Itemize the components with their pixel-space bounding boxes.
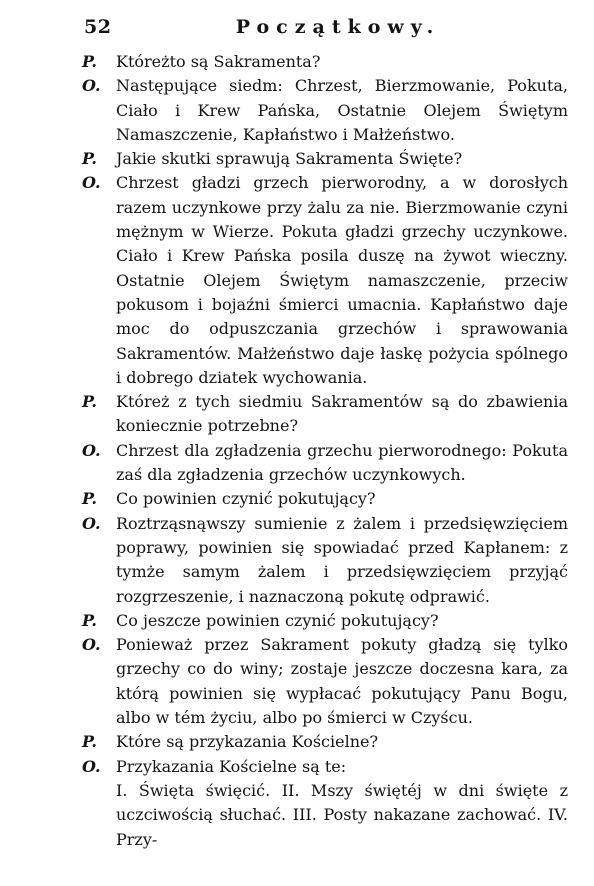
question-text: Któreżto są Sakramenta? bbox=[116, 52, 321, 71]
question-entry bbox=[82, 390, 568, 439]
answer-marker: O. bbox=[82, 173, 101, 193]
answer-entry bbox=[82, 74, 568, 147]
answer-text: Chrzest gładzi grzech pierworodny, a w dorosłych razem uczynkowe przy żalu za nie. Bierzmowanie czyni mężnym w Wierze. Pokuta gładzi grzechy uczynkowe. Ciało i Krew Pańska posila duszę na żywot wieczny. Ostatnie Olejem Świętym namaszczenie, przeciw pokusom i bojaźni śmierci umacnia. Kapłaństwo daje moc do odpuszczania grzechów i sprawowania Sakramentów. Małżeństwo daje łaskę pożycia spólnego i dobrego dziatek wychowania. bbox=[116, 173, 568, 387]
catechism-text bbox=[82, 50, 568, 852]
answer-text: Roztrząsnąwszy sumienie z żalem i przedsięwzięciem poprawy, powinien się spowiadać przed Kapłanem: z tymże samym żalem i przedsięwzięciem przyjąć rozgrzeszenie, i naznaczoną pokutę odprawić. bbox=[116, 513, 568, 606]
question-marker: P. bbox=[82, 732, 97, 752]
answer-text: Chrzest dla zgładzenia grzechu pierworodnego: Pokuta zaś dla zgładzenia grzechów uczynkowych. bbox=[116, 440, 568, 485]
running-title: Początkowy. bbox=[235, 16, 441, 38]
question-entry bbox=[82, 487, 568, 511]
answer-text: Ponieważ przez Sakrament pokuty gładzą się tylko grzechy co do winy; zostaje jeszcze doczesna kara, za którą powinien się wypłacać pokutujący Panu Bogu, albo w tém życiu, albo po śmierci w Czyścu. bbox=[116, 635, 568, 728]
answer-marker: O. bbox=[82, 76, 101, 96]
question-marker: P. bbox=[82, 392, 97, 412]
page-header bbox=[84, 16, 568, 50]
question-text: Które są przykazania Kościelne? bbox=[116, 732, 379, 752]
question-entry bbox=[82, 609, 568, 633]
answer-entry bbox=[82, 633, 568, 730]
answer-text: Następujące siedm: Chrzest, Bierzmowanie, Pokuta, Ciało i Krew Pańska, Ostatnie Olejem Świętym Namaszczenie, Kapłaństwo i Małżeństwo. bbox=[116, 76, 568, 144]
answer-marker: O. bbox=[82, 513, 101, 533]
answer-entry bbox=[82, 171, 568, 390]
page-number: 52 bbox=[84, 16, 112, 38]
question-marker: P. bbox=[82, 489, 97, 509]
question-marker: P. bbox=[82, 149, 97, 169]
church-commandments-list: I. Święta święcić. II. Mszy świętéj w dni święte z uczciwością słuchać. III. Posty nakazane zachować. IV. Przy- bbox=[116, 780, 568, 849]
answer-entry bbox=[82, 439, 568, 488]
question-text: Co powinien czynić pokutujący? bbox=[116, 489, 376, 509]
answer-text: Przykazania Kościelne są te: bbox=[116, 756, 347, 776]
question-text: Co jeszcze powinien czynić pokutujący? bbox=[116, 610, 439, 630]
answer-marker: O. bbox=[82, 756, 101, 776]
question-text: Któreż z tych siedmiu Sakramentów są do zbawienia koniecznie potrzebne? bbox=[116, 392, 568, 436]
question-marker: P. bbox=[82, 52, 97, 71]
answer-entry bbox=[82, 512, 568, 609]
question-entry bbox=[82, 147, 568, 171]
answer-marker: O. bbox=[82, 635, 101, 655]
question-entry bbox=[82, 730, 568, 754]
question-text: Jakie skutki sprawują Sakramenta Święte? bbox=[116, 149, 463, 169]
question-entry bbox=[82, 50, 568, 74]
answer-entry bbox=[82, 755, 568, 779]
question-marker: P. bbox=[82, 610, 97, 630]
answer-marker: O. bbox=[82, 440, 101, 460]
